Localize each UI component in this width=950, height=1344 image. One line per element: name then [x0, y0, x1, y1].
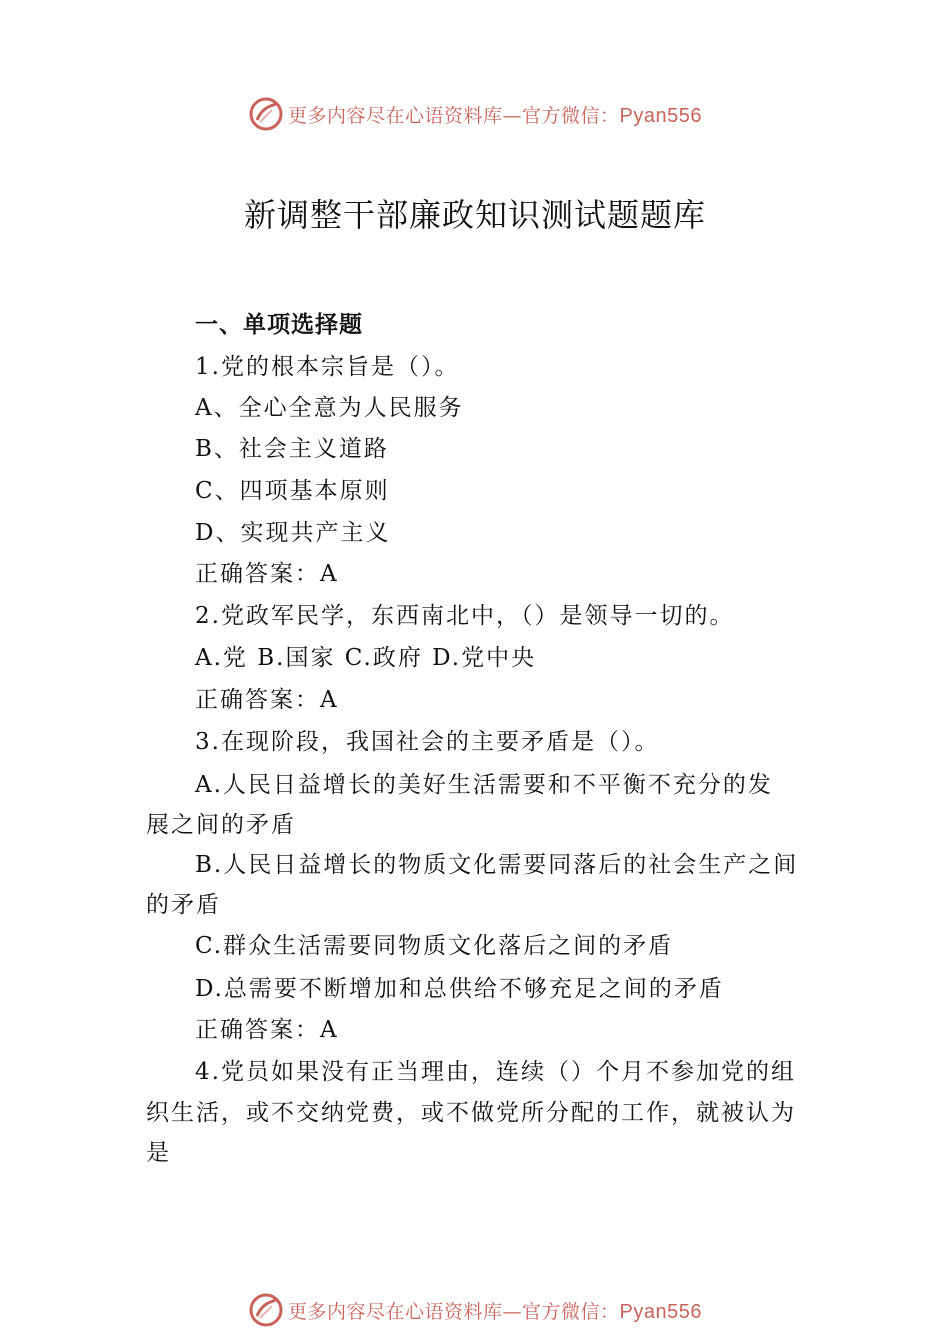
logo-icon	[248, 1292, 284, 1328]
option-3b: B.人民日益增长的物质文化需要同落后的社会生产之间	[195, 852, 799, 878]
option-3a: A.人民日益增长的美好生活需要和不平衡不充分的发	[195, 772, 773, 798]
document-title: 新调整干部廉政知识测试题题库	[243, 196, 706, 234]
question-4: 4.党员如果没有正当理由，连续（）个月不参加党的组	[195, 1059, 796, 1085]
option-3c: C.群众生活需要同物质文化落后之间的矛盾	[195, 933, 674, 959]
watermark-text	[288, 1297, 702, 1324]
watermark-account: Pyan556	[619, 104, 702, 127]
option-3b-cont: 的矛盾	[146, 892, 221, 918]
option-1b: B、社会主义道路	[195, 436, 389, 462]
question-1: 1.党的根本宗旨是（）。	[195, 354, 460, 380]
watermark-top	[0, 94, 950, 134]
option-1a: A、全心全意为人民服务	[195, 395, 464, 421]
option-3d: D.总需要不断增加和总供给不够充足之间的矛盾	[195, 976, 724, 1002]
section-heading: 一、单项选择题	[195, 311, 363, 338]
watermark-account: Pyan556	[619, 1300, 702, 1323]
watermark-bottom	[0, 1290, 950, 1330]
option-3a-cont: 展之间的矛盾	[146, 812, 296, 838]
question-4-cont: 织生活，或不交纳党费，或不做党所分配的工作，就被认为	[146, 1100, 796, 1126]
watermark-label: 更多内容尽在心语资料库—官方微信：	[288, 104, 620, 127]
option-1d: D、实现共产主义	[195, 520, 391, 546]
question-2: 2.党政军民学，东西南北中，（）是领导一切的。	[195, 603, 735, 629]
option-1c: C、四项基本原则	[195, 478, 390, 504]
answer-1: 正确答案：A	[195, 561, 339, 587]
question-3: 3.在现阶段，我国社会的主要矛盾是（）。	[195, 729, 660, 755]
answer-3: 正确答案：A	[195, 1017, 339, 1043]
watermark-text	[288, 101, 702, 128]
watermark-label: 更多内容尽在心语资料库—官方微信：	[288, 1300, 620, 1323]
logo-icon	[248, 96, 284, 132]
question-4-end: 是	[146, 1140, 171, 1166]
answer-2: 正确答案：A	[195, 687, 339, 713]
options-2: A.党 B.国家 C.政府 D.党中央	[195, 645, 537, 671]
